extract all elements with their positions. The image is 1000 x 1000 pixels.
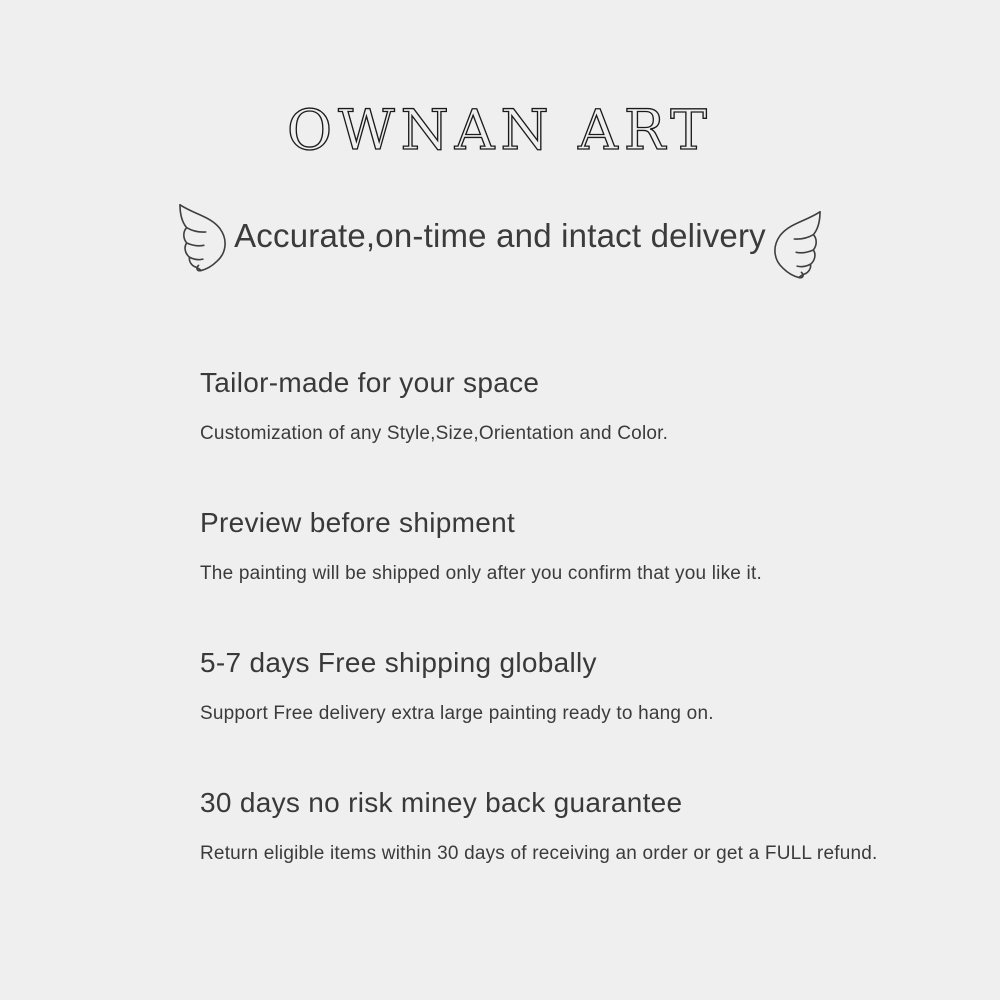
section-heading: 30 days no risk miney back guarantee [200, 787, 683, 818]
angel-wing-right-icon [768, 209, 832, 289]
section-tailor-made [200, 363, 960, 447]
section-heading: Tailor-made for your space [200, 367, 540, 398]
tagline: Accurate,on-time and intact delivery [234, 217, 766, 254]
section-description: Return eligible items within 30 days of receiving an order or get a FULL refund. [200, 843, 878, 864]
brand-title: OWNAN ART [287, 98, 713, 162]
section-description: Customization of any Style,Size,Orientation and Color. [200, 423, 669, 444]
section-description: The painting will be shipped only after you confirm that you like it. [200, 563, 762, 584]
tagline-row [0, 202, 1000, 282]
section-preview [200, 503, 960, 587]
section-money-back [200, 783, 960, 867]
feature-sections [200, 363, 960, 923]
section-free-shipping [200, 643, 960, 727]
section-description: Support Free delivery extra large painting ready to hang on. [200, 703, 714, 724]
section-heading: 5-7 days Free shipping globally [200, 647, 597, 678]
angel-wing-left-icon [168, 202, 232, 282]
section-heading: Preview before shipment [200, 507, 516, 538]
